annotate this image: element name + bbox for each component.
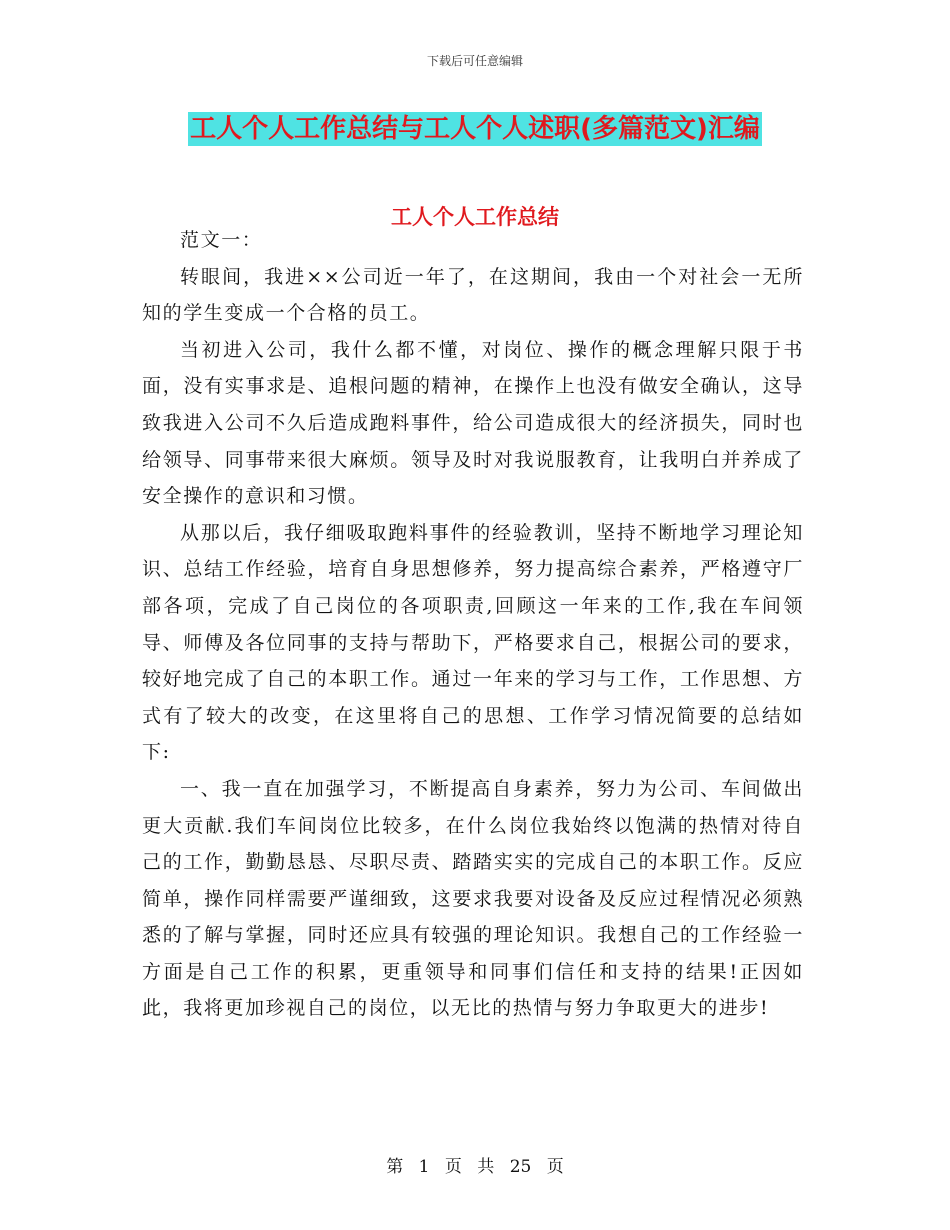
paragraph: 一、我一直在加强学习，不断提高自身素养，努力为公司、车间做出更大贡献.我们车间岗位比较多，在什么岗位我始终以饱满的热情对待自己的工作，勤勤恳恳、尽职尽责、踏踏实实的完成自己的本职工作。反应简单，操作同样需要严谨细致，这要求我要对设备及反应过程情况必须熟悉的了解与掌握，同时还应具有较强的理论知识。我想自己的工作经验一方面是自己工作的积累，更重领导和同事们信任和支持的结果!正因如此，我将更加珍视自己的岗位，以无比的热情与努力争取更大的进步! xyxy=(142,777,804,1020)
paragraph: 从那以后，我仔细吸取跑料事件的经验教训，坚持不断地学习理论知识、总结工作经验，培育自身思想修养，努力提高综合素养，严格遵守厂部各项，完成了自己岗位的各项职责,回顾这一年来的工作,我在车间领导、师傅及各位同事的支持与帮助下，严格要求自己，根据公司的要求，较好地完成了自己的本职工作。通过一年来的学习与工作，工作思想、方式有了较大的改变，在这里将自己的思想、工作学习情况简要的总结如下: xyxy=(142,521,804,764)
page-header-note: 下载后可任意编辑 xyxy=(426,54,523,68)
page-label-suffix: 页 xyxy=(546,1157,564,1177)
paragraph: 转眼间，我进××公司近一年了，在这期间，我由一个对社会一无所知的学生变成一个合格的员工。 xyxy=(142,265,804,325)
paragraph-label: 范文一： xyxy=(180,229,263,251)
document-title: 工人个人工作总结与工人个人述职(多篇范文)汇编 xyxy=(190,114,760,144)
page-number xyxy=(0,1152,950,1177)
page-label-mid1: 页 xyxy=(444,1157,462,1177)
total-pages: 25 xyxy=(509,1157,532,1177)
document-title-container xyxy=(0,112,950,146)
document-body xyxy=(142,222,804,1027)
current-page: 1 xyxy=(418,1157,430,1177)
page-label-mid2: 共 xyxy=(477,1157,495,1177)
page-label-prefix: 第 xyxy=(386,1157,404,1177)
section-title: 工人个人工作总结 xyxy=(391,205,559,229)
paragraph: 当初进入公司，我什么都不懂，对岗位、操作的概念理解只限于书面，没有实事求是、追根问题的精神，在操作上也没有做安全确认，这导致我进入公司不久后造成跑料事件，给公司造成很大的经济损失，同时也给领导、同事带来很大麻烦。领导及时对我说服教育，让我明白并养成了安全操作的意识和习惯。 xyxy=(142,338,804,508)
